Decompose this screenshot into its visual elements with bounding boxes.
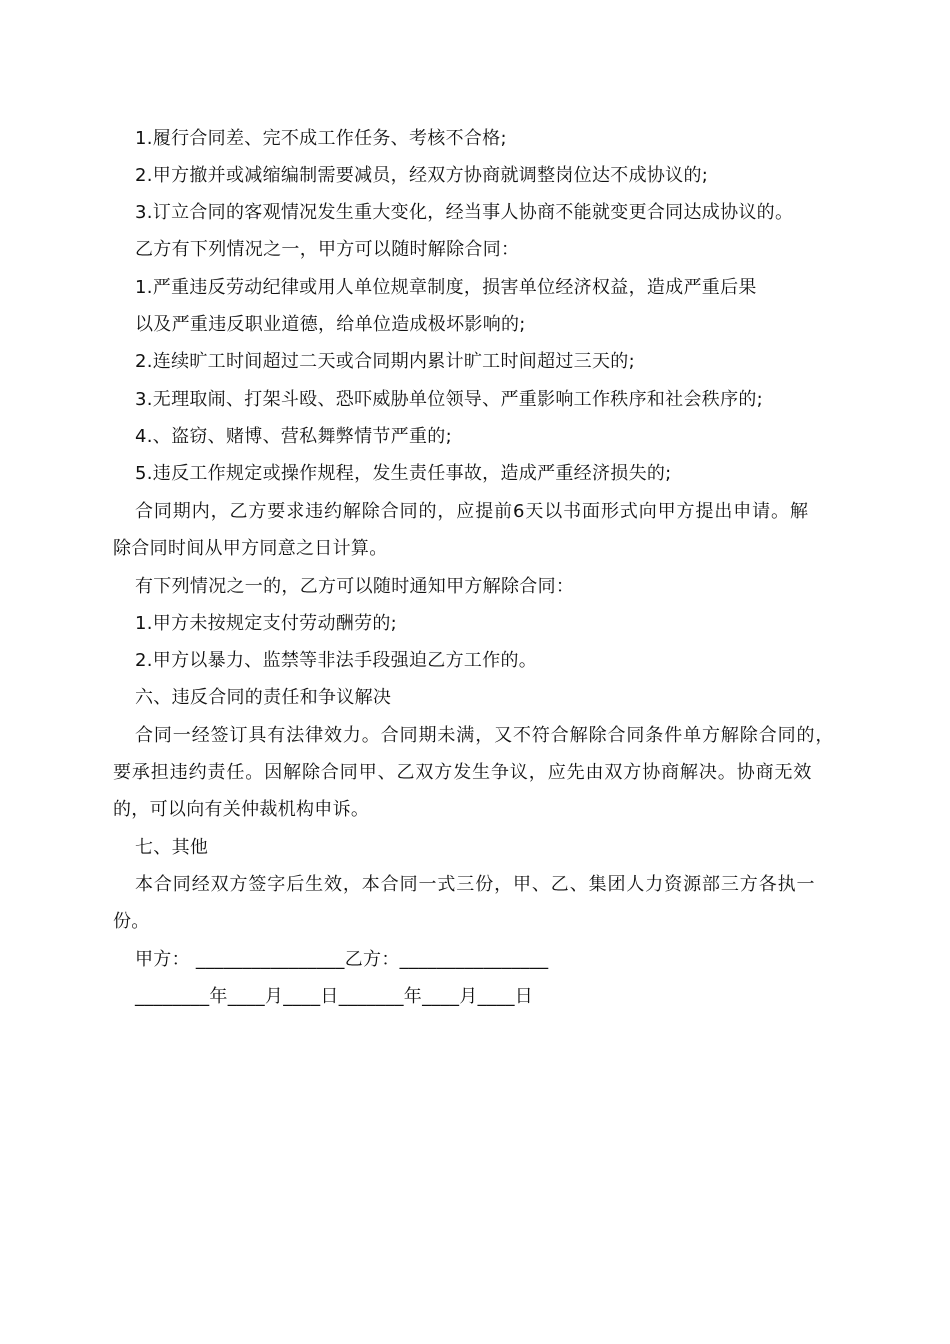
paragraph-line-4: 要承担违约责任。因解除合同甲、乙双方发生争议，应先由双方协商解决。协商无效 [113,762,813,783]
section-heading-7: 七、其他 [135,837,209,858]
signature-line: 甲方： ________________乙方：________________ [135,949,549,970]
date-line: ________年____月____日_______年____月____日 [135,986,534,1007]
clause-line-1: 1.履行合同差、完不成工作任务、考核不合格; [135,128,507,149]
paragraph-line-3: 合同一经签订具有法律效力。合同期未满，又不符合解除合同条件单方解除合同的， [135,725,835,746]
paragraph-line-2: 除合同时间从甲方同意之日计算。 [113,538,388,559]
clause-line-3: 3.订立合同的客观情况发生重大变化，经当事人协商不能就变更合同达成协议的。 [135,202,794,223]
paragraph-line-6: 本合同经双方签字后生效，本合同一式三份，甲、乙、集团人力资源部三方各执一 [135,874,816,895]
section-intro-line: 乙方有下列情况之一，甲方可以随时解除合同： [135,239,520,260]
paragraph-line-1: 合同期内，乙方要求违约解除合同的，应提前6天以书面形式向甲方提出申请。解 [135,501,809,522]
section-heading-6: 六、违反合同的责任和争议解决 [135,687,392,708]
clause-line-8: 4.、盗窃、赌博、营私舞弊情节严重的; [135,426,452,447]
section-intro-line-2: 有下列情况之一的，乙方可以随时通知甲方解除合同： [135,576,575,597]
clause-line-9: 5.违反工作规定或操作规程，发生责任事故，造成严重经济损失的; [135,463,672,484]
clause-line-11: 2.甲方以暴力、监禁等非法手段强迫乙方工作的。 [135,650,538,671]
clause-line-10: 1.甲方未按规定支付劳动酬劳的; [135,613,398,634]
clause-line-7: 3.无理取闹、打架斗殴、恐吓威胁单位领导、严重影响工作秩序和社会秩序的; [135,389,764,410]
clause-line-5: 以及严重违反职业道德，给单位造成极坏影响的; [135,314,526,335]
clause-line-6: 2.连续旷工时间超过二天或合同期内累计旷工时间超过三天的; [135,351,635,372]
clause-line-2: 2.甲方撤并或减缩编制需要减员，经双方协商就调整岗位达不成协议的; [135,165,709,186]
paragraph-line-5: 的，可以向有关仲裁机构申诉。 [113,799,370,820]
paragraph-line-7: 份。 [113,911,150,932]
clause-line-4: 1.严重违反劳动纪律或用人单位规章制度，损害单位经济权益，造成严重后果 [135,277,757,298]
